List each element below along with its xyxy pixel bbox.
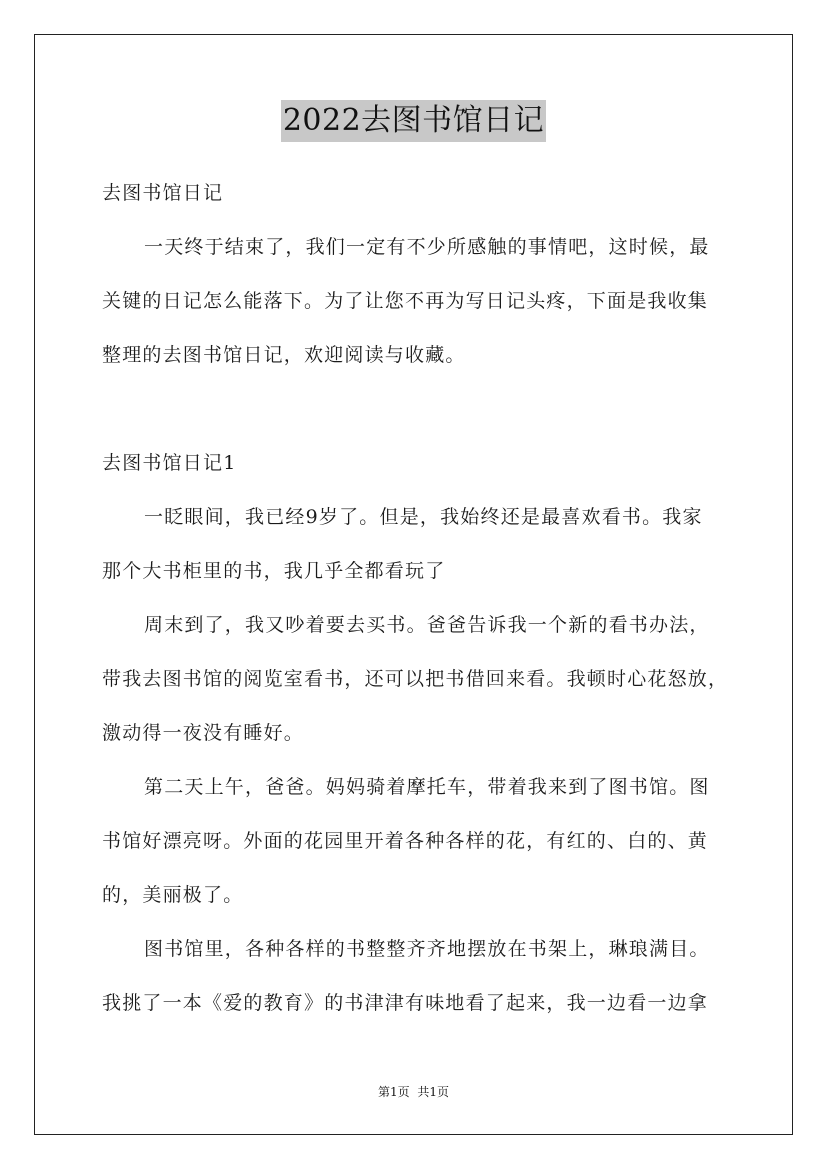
paragraph-line: 关键的日记怎么能落下。为了让您不再为写日记头疼，下面是我收集 [102, 290, 709, 312]
page-footer: 第1页 共1页 [377, 1085, 450, 1099]
paragraph-line: 图书馆里，各种各样的书整整齐齐地摆放在书架上，琳琅满目。 [144, 938, 710, 960]
paragraph-line: 去图书馆日记1 [102, 452, 237, 474]
paragraph-line: 一眨眼间，我已经9岁了。但是，我始终还是最喜欢看书。我家 [144, 506, 703, 528]
paragraph-line: 周末到了，我又吵着要去买书。爸爸告诉我一个新的看书办法， [144, 614, 710, 636]
paragraph-line: 第二天上午，爸爸。妈妈骑着摩托车，带着我来到了图书馆。图 [144, 776, 710, 798]
paragraph-line: 去图书馆日记 [102, 182, 224, 204]
paragraph-line: 的，美丽极了。 [102, 884, 244, 906]
title-area [0, 100, 827, 142]
paragraph-line: 那个大书柜里的书，我几乎全都看玩了 [102, 560, 446, 582]
document-title: 2022去图书馆日记 [281, 100, 546, 142]
paragraph-line: 带我去图书馆的阅览室看书，还可以把书借回来看。我顿时心花怒放， [102, 668, 729, 690]
blank-line [102, 390, 742, 444]
paragraph-line: 我挑了一本《爱的教育》的书津津有味地看了起来，我一边看一边拿 [102, 992, 709, 1014]
document-body [102, 174, 742, 1038]
paragraph-line: 书馆好漂亮呀。外面的花园里开着各种各样的花，有红的、白的、黄 [102, 830, 709, 852]
paragraph-line: 激动得一夜没有睡好。 [102, 722, 305, 744]
paragraph-line: 整理的去图书馆日记，欢迎阅读与收藏。 [102, 344, 466, 366]
paragraph-line: 一天终于结束了，我们一定有不少所感触的事情吧，这时候，最 [144, 236, 710, 258]
